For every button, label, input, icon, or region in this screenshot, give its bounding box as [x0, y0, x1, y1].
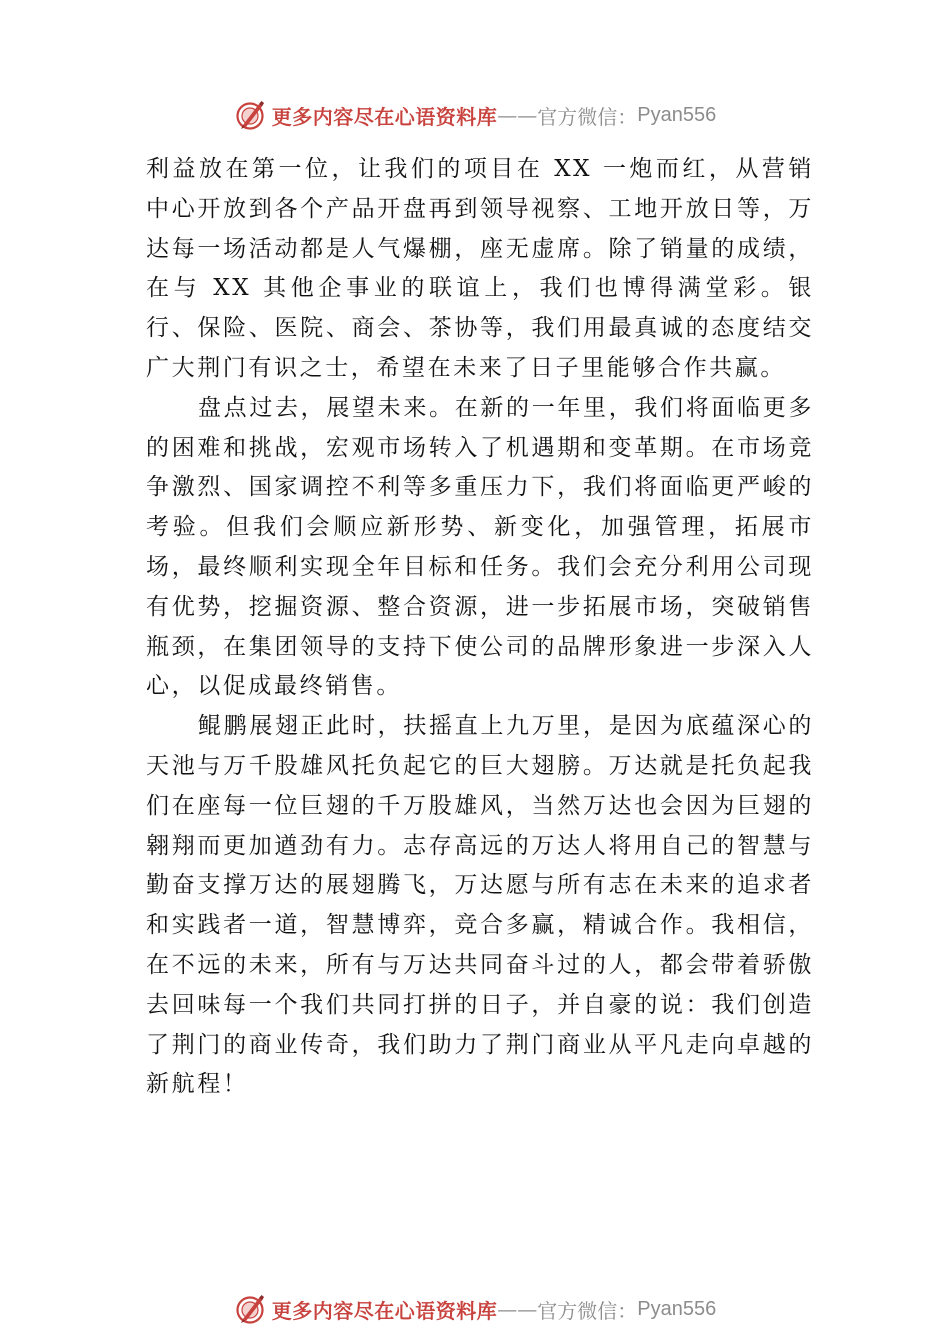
banner-official-label: 官方微信： — [537, 1298, 638, 1323]
document-body — [146, 150, 814, 1105]
paragraph-2: 盘点过去，展望未来。在新的一年里，我们将面临更多的困难和挑战，宏观市场转入了机遇期和变革期。在市场竞争激烈、国家调控不利等多重压力下，我们将面临更严峻的考验。但我们会顺应新形势、新变化，加强管理，拓展市场，最终顺利实现全年目标和任务。我们会充分利用公司现有优势，挖掘资源、整合资源，进一步拓展市场，突破销售瓶颈，在集团领导的支持下使公司的品牌形象进一步深入人心，以促成最终销售。 — [146, 394, 814, 700]
banner-wechat-id: Pyan556 — [637, 103, 717, 126]
pen-logo-icon — [234, 98, 268, 132]
banner-brand-text: 更多内容尽在心语资料库 — [271, 1298, 498, 1323]
header-banner — [0, 93, 950, 137]
footer-banner — [0, 1287, 950, 1331]
banner-wechat-id: Pyan556 — [637, 1297, 717, 1320]
paragraph-3: 鲲鹏展翅正此时，扶摇直上九万里，是因为底蕴深心的天池与万千股雄风托负起它的巨大翅膀。万达就是托负起我们在座每一位巨翅的千万股雄风，当然万达也会因为巨翅的翱翔而更加遒劲有力。志存高远的万达人将用自己的智慧与勤奋支撑万达的展翅腾飞，万达愿与所有志在未来的追求者和实践者一道，智慧博弈，竞合多赢，精诚合作。我相信， 在不远的未来，所有与万达共同奋斗过的人，都会带着骄傲去回味每一个我们共同打拼的日子，并自豪的说：我们创造了荆门的商业传奇，我们助力了荆门商业从平凡走向卓越的新航程！ — [146, 713, 814, 1098]
banner-official-label: 官方微信： — [537, 104, 638, 129]
banner-dash: —— — [497, 103, 538, 127]
banner-brand-text: 更多内容尽在心语资料库 — [271, 104, 498, 129]
pen-logo-icon — [234, 1292, 268, 1326]
banner-dash: —— — [497, 1297, 538, 1321]
paragraph-1: 利益放在第一位，让我们的项目在 XX 一炮而红，从营销中心开放到各个产品开盘再到领导视察、工地开放日等，万达每一场活动都是人气爆棚，座无虚席。除了销量的成绩，在与 XX 其他企事业的联谊上，我们也博得满堂彩。银行、保险、医院、商会、茶协等，我们用最真诚的态度结交广大荆门有识之士，希望在未来了日子里能够合作共赢。 — [146, 156, 814, 381]
